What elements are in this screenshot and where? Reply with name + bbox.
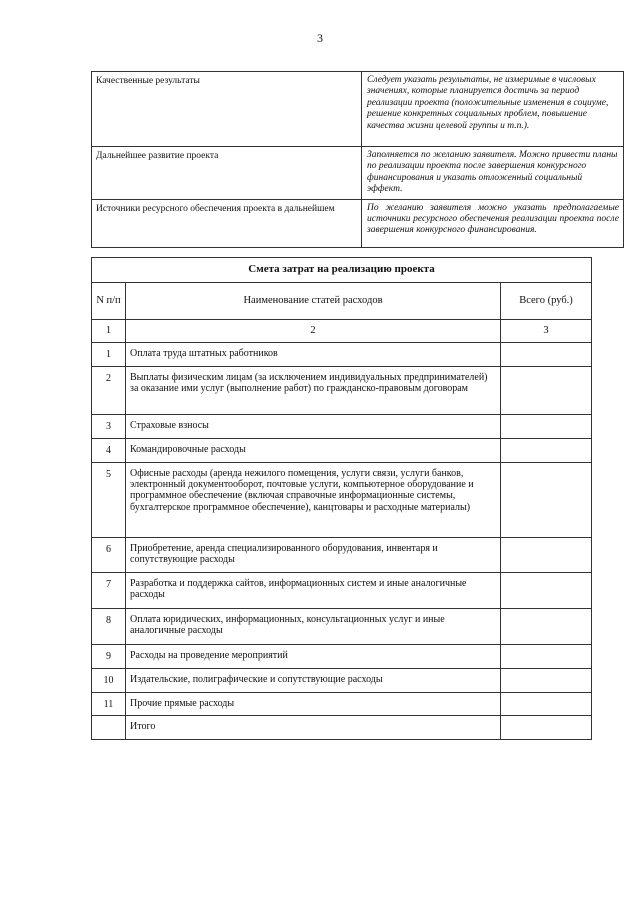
table-row xyxy=(92,645,592,669)
expense-total xyxy=(501,343,592,367)
expense-total xyxy=(501,573,592,609)
row-number: 10 xyxy=(92,669,126,693)
expense-name: Приобретение, аренда специализированного оборудования, инвентаря и сопутствующие расходы xyxy=(126,538,501,573)
row-label: Качественные результаты xyxy=(92,72,362,147)
header-total: Всего (руб.) xyxy=(501,283,592,320)
total-value xyxy=(501,716,592,740)
row-number: 11 xyxy=(92,693,126,716)
expense-name: Командировочные расходы xyxy=(126,439,501,463)
expense-name: Разработка и поддержка сайтов, информационных систем и иные аналогичные расходы xyxy=(126,573,501,609)
expense-total xyxy=(501,609,592,645)
total-number-cell xyxy=(92,716,126,740)
header-number: N п/п xyxy=(92,283,126,320)
expense-name: Офисные расходы (аренда нежилого помещения, услуги связи, услуги банков, электронный документооборот, почтовые услуги, компьютерное оборудование и программное обеспечение (включая справочные информационные системы, бухгалтерское программное обеспечение), канцтовары и расходные материалы) xyxy=(126,463,501,538)
table-row xyxy=(92,609,592,645)
estimate-title: Смета затрат на реализацию проекта xyxy=(92,258,592,283)
row-number: 8 xyxy=(92,609,126,645)
total-label: Итого xyxy=(126,716,501,740)
row-number: 7 xyxy=(92,573,126,609)
total-row xyxy=(92,716,592,740)
expense-name: Расходы на проведение мероприятий xyxy=(126,645,501,669)
expense-name: Оплата юридических, информационных, консультационных услуг и иные аналогичные расходы xyxy=(126,609,501,645)
cost-estimate-table xyxy=(91,257,592,740)
table-row xyxy=(92,147,624,200)
row-number: 4 xyxy=(92,439,126,463)
table-row xyxy=(92,415,592,439)
row-description: По желанию заявителя можно указать предполагаемые источники ресурсного обеспечения реализации проекта после завершения конкурсного финансирования. xyxy=(362,199,624,247)
column-number: 1 xyxy=(92,320,126,343)
table-row xyxy=(92,199,624,247)
table-row xyxy=(92,72,624,147)
row-label: Источники ресурсного обеспечения проекта в дальнейшем xyxy=(92,199,362,247)
row-number: 6 xyxy=(92,538,126,573)
row-description: Следует указать результаты, не измеримые в числовых значениях, которые планируется достичь за период реализации проекта (положительные изменения в социуме, решение конкретных социальных проблем, повышение качества жизни целевой группы и т.п.). xyxy=(362,72,624,147)
expense-name: Страховые взносы xyxy=(126,415,501,439)
row-label: Дальнейшее развитие проекта xyxy=(92,147,362,200)
table-row xyxy=(92,367,592,415)
table-row xyxy=(92,463,592,538)
expense-name: Прочие прямые расходы xyxy=(126,693,501,716)
row-description: Заполняется по желанию заявителя. Можно привести планы по реализации проекта после завершения конкурсного финансирования и указать отложенный социальный эффект. xyxy=(362,147,624,200)
table-row xyxy=(92,343,592,367)
expense-total xyxy=(501,693,592,716)
expense-total xyxy=(501,645,592,669)
row-number: 3 xyxy=(92,415,126,439)
table-row xyxy=(92,573,592,609)
row-number: 1 xyxy=(92,343,126,367)
expense-total xyxy=(501,669,592,693)
row-number: 9 xyxy=(92,645,126,669)
expense-name: Оплата труда штатных работников xyxy=(126,343,501,367)
table-row xyxy=(92,669,592,693)
project-results-table xyxy=(91,71,624,248)
row-number: 2 xyxy=(92,367,126,415)
page-number: 3 xyxy=(317,31,323,45)
row-number: 5 xyxy=(92,463,126,538)
table-row xyxy=(92,439,592,463)
expense-total xyxy=(501,367,592,415)
expense-total xyxy=(501,463,592,538)
expense-name: Выплаты физическим лицам (за исключением индивидуальных предпринимателей) за оказание ими услуг (выполнение работ) по гражданско-правовым договорам xyxy=(126,367,501,415)
column-number: 2 xyxy=(126,320,501,343)
table-row xyxy=(92,693,592,716)
expense-total xyxy=(501,439,592,463)
table-row xyxy=(92,538,592,573)
expense-total xyxy=(501,538,592,573)
expense-name: Издательские, полиграфические и сопутствующие расходы xyxy=(126,669,501,693)
header-name: Наименование статей расходов xyxy=(126,283,501,320)
expense-total xyxy=(501,415,592,439)
column-number: 3 xyxy=(501,320,592,343)
